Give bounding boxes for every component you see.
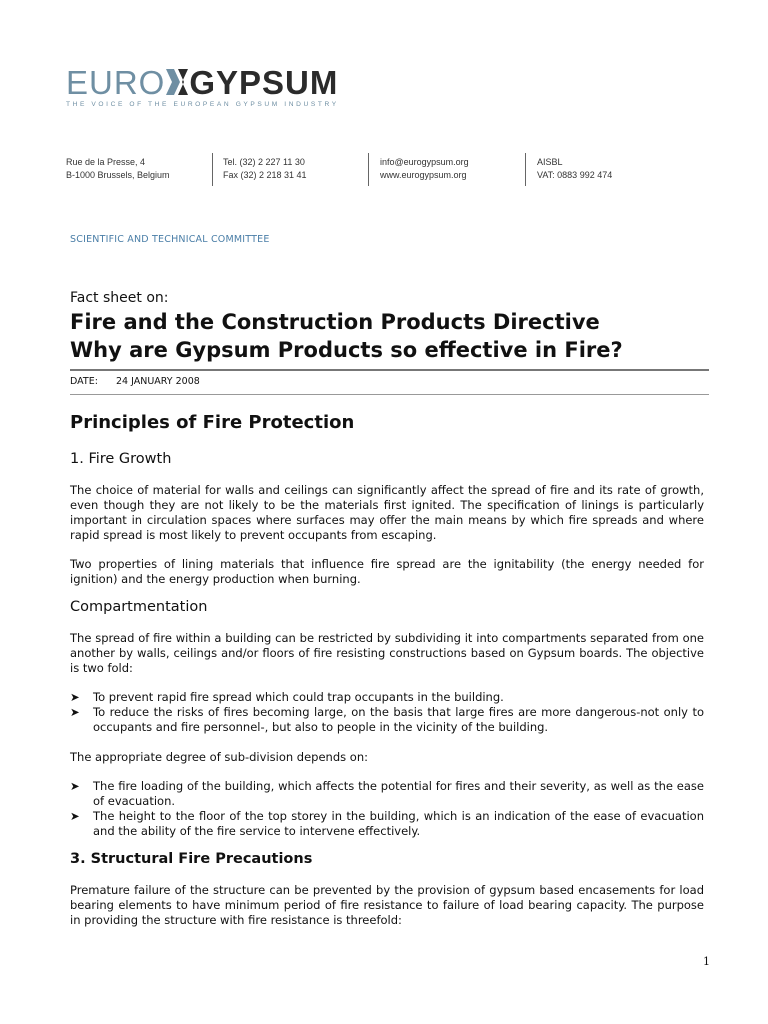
logo-x-mark-icon: [166, 69, 188, 95]
contact-divider: [368, 153, 369, 186]
date-divider: [70, 394, 709, 395]
committee-label: SCIENTIFIC AND TECHNICAL COMMITTEE: [70, 234, 270, 245]
fact-sheet-label: Fact sheet on:: [70, 290, 169, 306]
list-item: ➤ To reduce the risks of fires becoming large, on the basis that large fires are more dangerous-not only to occupants and fire personnel-, but also to people in the vicinity of the building.: [70, 705, 704, 734]
logo-gypsum-text: GYPSUM: [189, 64, 339, 101]
date-line: [70, 376, 200, 387]
section-heading-compartmentation: Compartmentation: [70, 599, 208, 615]
arrow-bullet-icon: ➤: [70, 779, 80, 793]
page-number: 1: [703, 955, 710, 968]
section-heading-fire-growth: 1. Fire Growth: [70, 451, 172, 467]
eurogypsum-logo: [66, 66, 339, 108]
contact-divider: [525, 153, 526, 186]
logo-euro-text: EURO: [66, 64, 166, 101]
arrow-bullet-icon: ➤: [70, 809, 80, 823]
list-item: ➤ To prevent rapid fire spread which could trap occupants in the building.: [70, 690, 504, 704]
list-item: ➤ The height to the floor of the top storey in the building, which is an indication of the ease of evacuation and the ability of the fire service to intervene effectively.: [70, 809, 704, 838]
arrow-bullet-icon: ➤: [70, 705, 80, 719]
logo-tagline: THE VOICE OF THE EUROPEAN GYPSUM INDUSTRY: [66, 101, 339, 108]
contact-legal: AISBL VAT: 0883 992 474: [537, 157, 613, 180]
date-value: 24 JANUARY 2008: [116, 376, 200, 387]
paragraph: The appropriate degree of sub-division depends on:: [70, 750, 368, 764]
contact-divider: [212, 153, 213, 186]
email-link[interactable]: info@eurogypsum.org: [380, 157, 469, 167]
arrow-bullet-icon: ➤: [70, 690, 80, 704]
section-heading-structural: 3. Structural Fire Precautions: [70, 851, 313, 867]
paragraph: The spread of fire within a building can be restricted by subdividing it into compartments separated from one another by walls, ceilings and/or floors of fire resisting constructions based on Gypsum boards. The objective is two fold:: [70, 631, 704, 675]
date-label: DATE:: [70, 376, 98, 387]
contact-email-web: [380, 156, 469, 182]
list-item: ➤ The fire loading of the building, which affects the potential for fires and their severity, as well as the ease of evacuation.: [70, 779, 704, 808]
title-divider: [70, 369, 709, 371]
contact-address: Rue de la Presse, 4 B-1000 Brussels, Belgium: [66, 157, 170, 180]
paragraph: The choice of material for walls and ceilings can significantly affect the spread of fire and its rate of growth, even though they are not likely to be the materials first ignited. The specification of linings is particularly important in circulation spaces where surfaces may offer the main means by which fire spreads and where rapid spread is most likely to prevent occupants from escaping.: [70, 483, 704, 542]
website-link[interactable]: www.eurogypsum.org: [380, 170, 467, 180]
document-title: Fire and the Construction Products Directive Why are Gypsum Products so effective in Fire?: [70, 310, 623, 362]
paragraph: Two properties of lining materials that influence fire spread are the ignitability (the energy needed for ignition) and the energy production when burning.: [70, 557, 704, 586]
contact-phone: Tel. (32) 2 227 11 30 Fax (32) 2 218 31 41: [223, 157, 307, 180]
paragraph: Premature failure of the structure can be prevented by the provision of gypsum based encasements for load bearing elements to have minimum period of fire resistance to failure of load bearing capacity. The purpose in providing the structure with fire resistance is threefold:: [70, 883, 704, 927]
main-heading: Principles of Fire Protection: [70, 412, 355, 433]
